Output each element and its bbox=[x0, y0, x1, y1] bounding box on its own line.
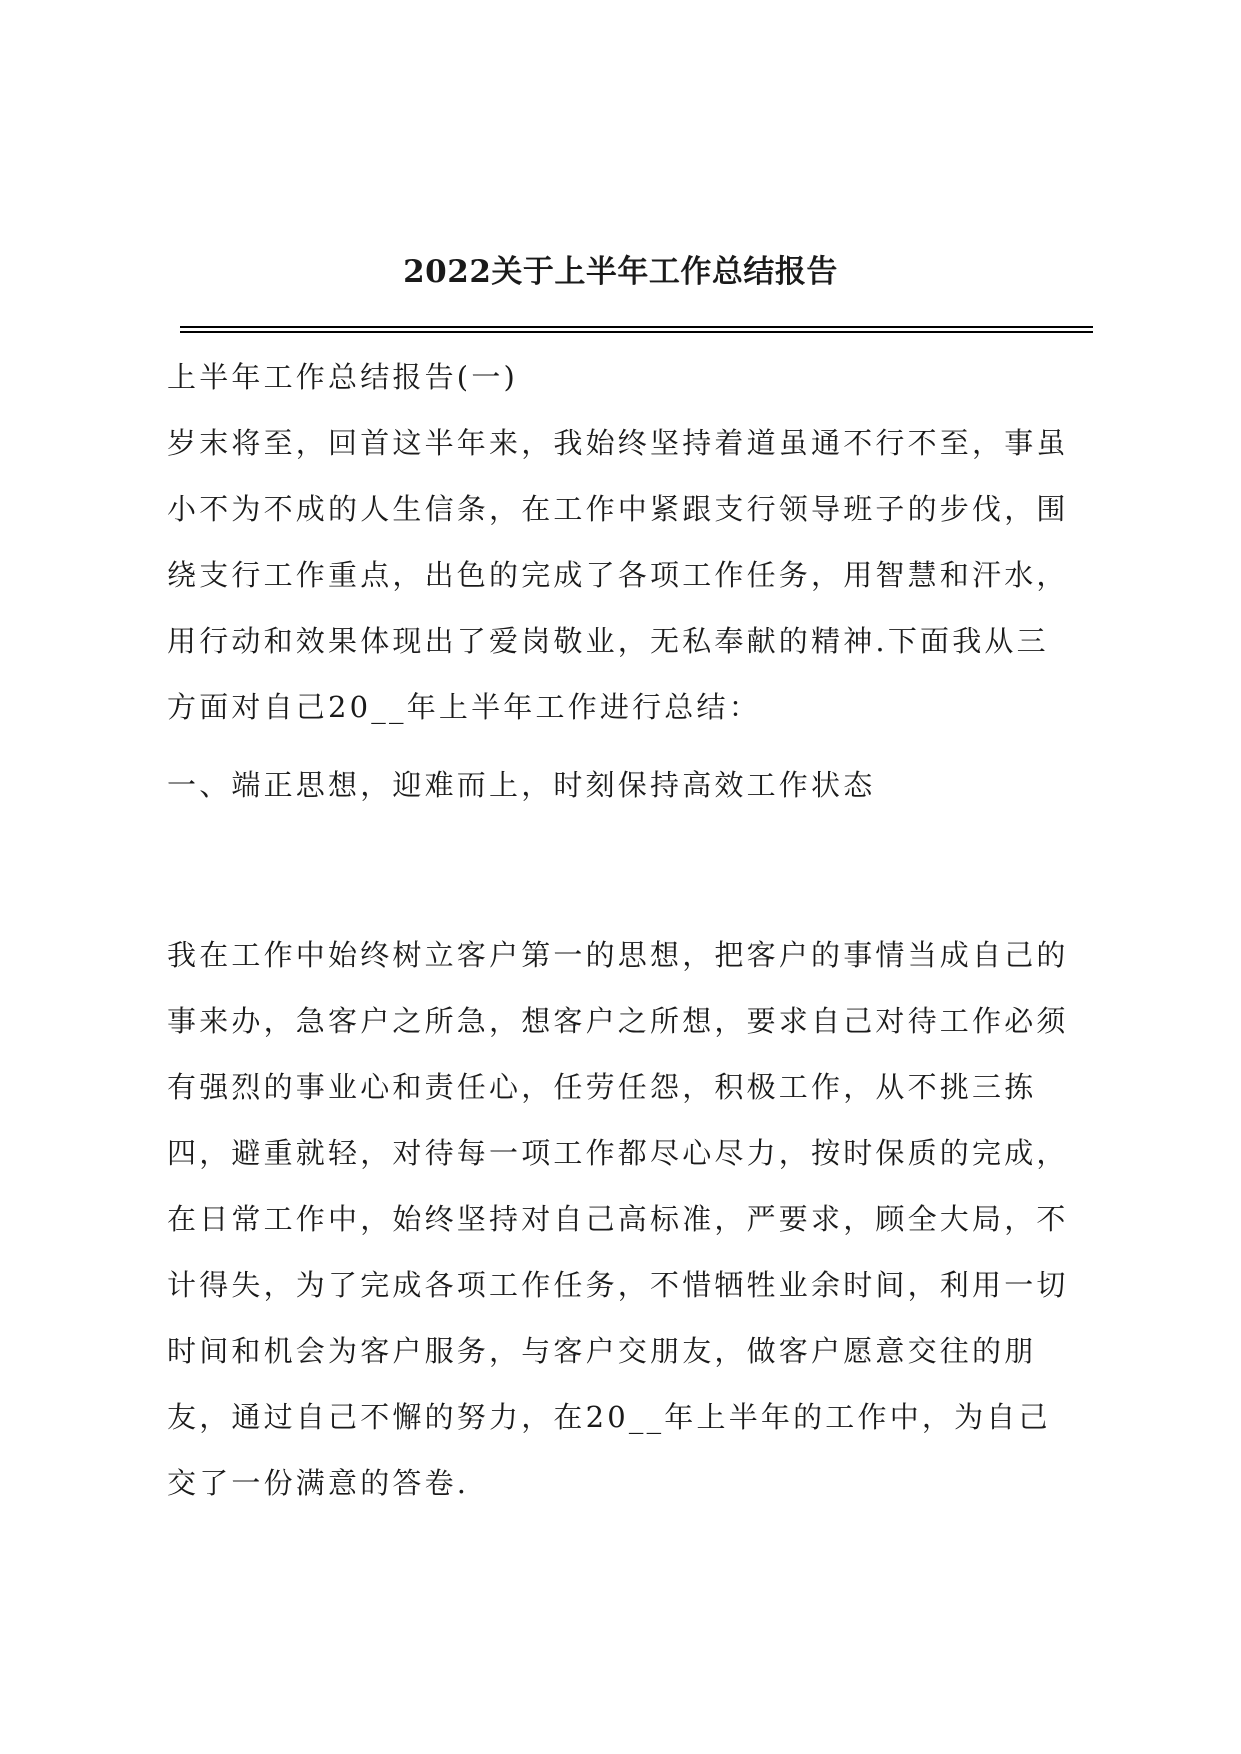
paragraph-1-block bbox=[167, 922, 1092, 1516]
document-title: 2022关于上半年工作总结报告 bbox=[403, 254, 838, 290]
intro-line: 岁末将至，回首这半年来，我始终坚持着道虽通不行不至，事虽 bbox=[167, 426, 1069, 460]
title-divider-bottom bbox=[180, 331, 1093, 333]
intro-line: 小不为不成的人生信条，在工作中紧跟支行领导班子的步伐，围 bbox=[167, 492, 1069, 526]
paragraph-line: 四，避重就轻，对待每一项工作都尽心尽力，按时保质的完成， bbox=[167, 1136, 1069, 1170]
intro-block bbox=[167, 344, 1092, 740]
paragraph-line: 在日常工作中，始终坚持对自己高标准，严要求，顾全大局，不 bbox=[167, 1202, 1069, 1236]
intro-line: 用行动和效果体现出了爱岗敬业，无私奉献的精神.下面我从三 bbox=[167, 624, 1049, 658]
section-title: 上半年工作总结报告(一) bbox=[167, 360, 519, 394]
intro-line: 绕支行工作重点，出色的完成了各项工作任务，用智慧和汗水， bbox=[167, 558, 1069, 592]
section-heading: 一、端正思想，迎难而上，时刻保持高效工作状态 bbox=[167, 768, 876, 802]
paragraph-line: 我在工作中始终树立客户第一的思想，把客户的事情当成自己的 bbox=[167, 938, 1069, 972]
paragraph-line: 交了一份满意的答卷. bbox=[167, 1466, 470, 1500]
paragraph-line: 有强烈的事业心和责任心，任劳任怨，积极工作，从不挑三拣 bbox=[167, 1070, 1037, 1104]
paragraph-line: 时间和机会为客户服务，与客户交朋友，做客户愿意交往的朋 bbox=[167, 1334, 1037, 1368]
paragraph-line: 计得失，为了完成各项工作任务，不惜牺牲业余时间，利用一切 bbox=[167, 1268, 1069, 1302]
heading-1-block bbox=[167, 752, 1092, 818]
title-divider-top bbox=[180, 326, 1093, 328]
intro-line: 方面对自己20__年上半年工作进行总结： bbox=[167, 690, 761, 724]
paragraph-line: 事来办，急客户之所急，想客户之所想，要求自己对待工作必须 bbox=[167, 1004, 1069, 1038]
paragraph-line: 友，通过自己不懈的努力，在20__年上半年的工作中，为自己 bbox=[167, 1400, 1051, 1434]
